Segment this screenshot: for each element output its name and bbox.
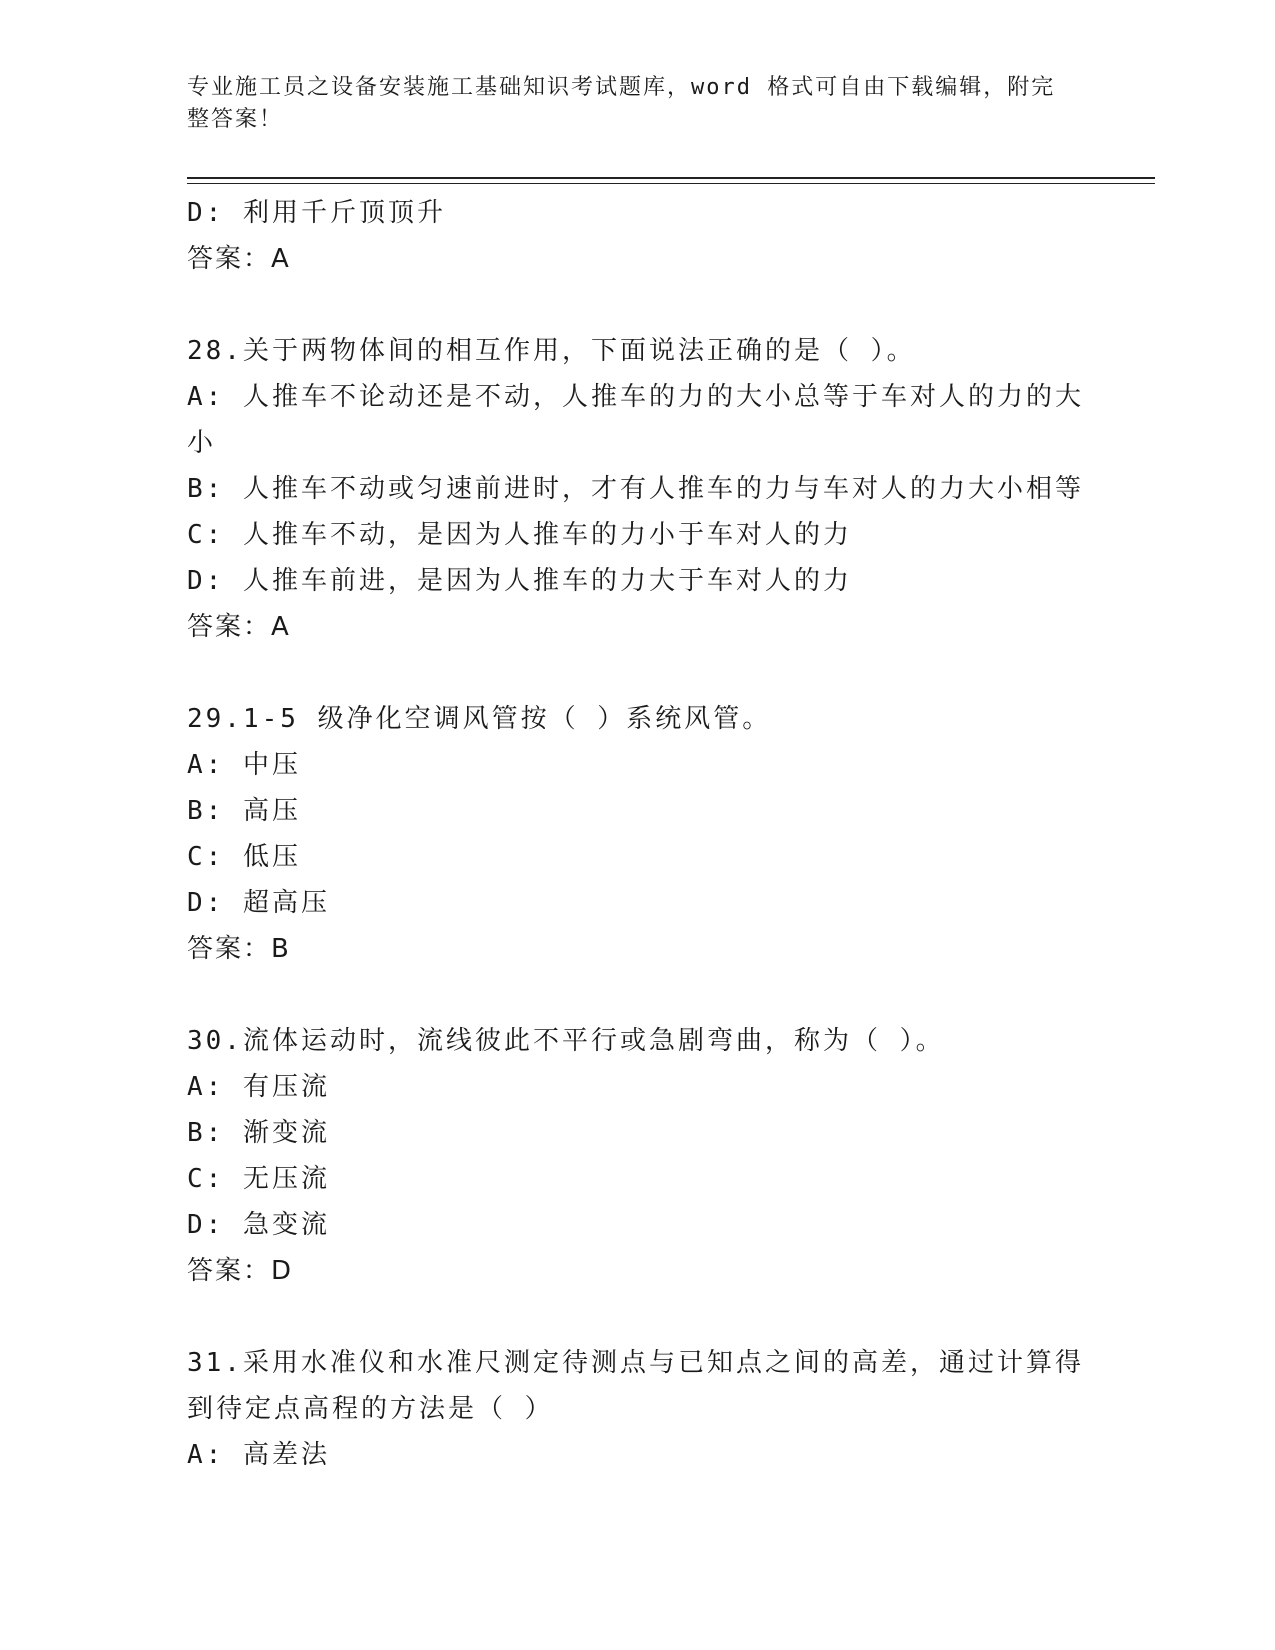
answer-line: 答案：D [187,1256,294,1286]
spacer [187,282,1107,328]
question-stem: 31.采用水准仪和水准尺测定待测点与已知点之间的高差，通过计算得 [187,1348,1084,1378]
option-d: D: 利用千斤顶顶升 [187,198,446,228]
document-header [187,72,1087,136]
option-a: A: 人推车不论动还是不动，人推车的力的大小总等于车对人的力的大 [187,382,1084,412]
option-d: D: 人推车前进，是因为人推车的力大于车对人的力 [187,566,852,596]
option-a: A: 中压 [187,750,301,780]
spacer [187,650,1107,696]
option-b: B: 人推车不动或匀速前进时，才有人推车的力与车对人的力大小相等 [187,474,1084,504]
option-a-cont: 小 [187,428,217,458]
question-content [187,190,1107,1478]
header-line-2: 整答案！ [187,107,284,132]
header-divider-thick [187,177,1155,179]
option-c: C: 无压流 [187,1164,330,1194]
question-stem: 29.1-5 级净化空调风管按（ ）系统风管。 [187,704,772,734]
spacer [187,1294,1107,1340]
header-line-1: 专业施工员之设备安装施工基础知识考试题库，word 格式可自由下载编辑，附完 [187,75,1056,100]
option-c: C: 低压 [187,842,301,872]
question-30 [187,1018,1107,1294]
option-b: B: 渐变流 [187,1118,330,1148]
option-a: A: 有压流 [187,1072,330,1102]
option-b: B: 高压 [187,796,301,826]
question-stem: 30.流体运动时，流线彼此不平行或急剧弯曲，称为（ ）。 [187,1026,945,1056]
answer-line: 答案：A [187,244,291,274]
question-stem-cont: 到待定点高程的方法是（ ） [187,1394,554,1424]
header-divider-thin [187,183,1155,184]
answer-line: 答案：B [187,934,291,964]
option-d: D: 超高压 [187,888,330,918]
question-29 [187,696,1107,972]
option-c: C: 人推车不动，是因为人推车的力小于车对人的力 [187,520,852,550]
question-stem: 28.关于两物体间的相互作用，下面说法正确的是（ ）。 [187,336,916,366]
question-28 [187,328,1107,650]
option-d: D: 急变流 [187,1210,330,1240]
spacer [187,972,1107,1018]
answer-line: 答案：A [187,612,291,642]
option-a: A: 高差法 [187,1440,330,1470]
question-31 [187,1340,1107,1478]
prev-question-tail [187,190,1107,282]
